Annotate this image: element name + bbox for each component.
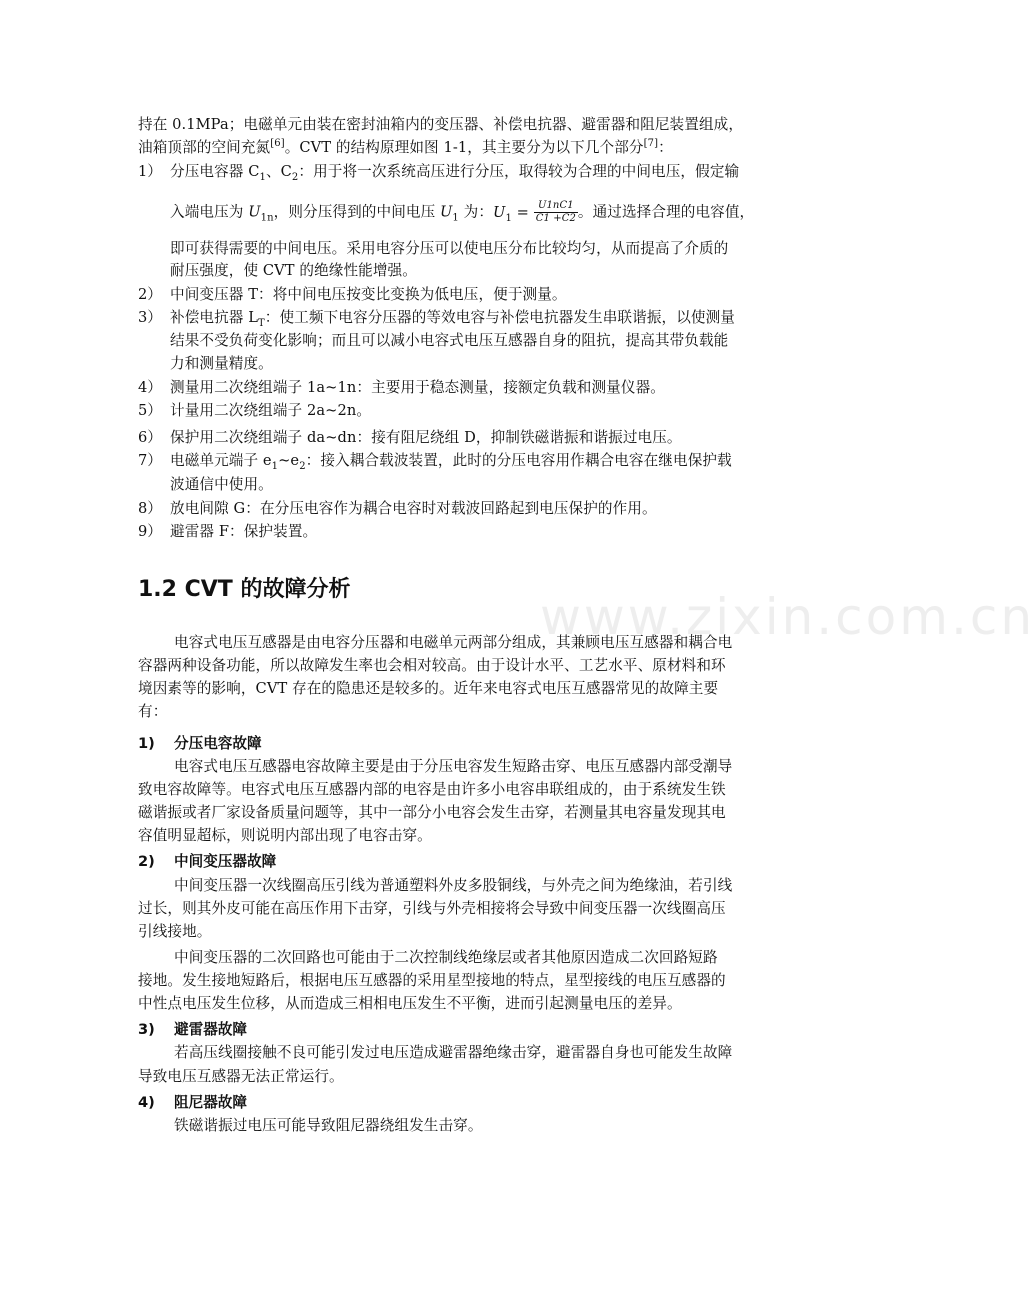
- paragraph-line: 容值明显超标，则说明内部出现了电容击穿。: [138, 827, 432, 844]
- list-item-text: 即可获得需要的中间电压。采用电容分压可以使电压分布比较均匀，从而提高了介质的: [170, 240, 729, 257]
- paragraph-line: 中间变压器的二次回路也可能由于二次控制线绝缘层或者其他原因造成二次回路短路: [174, 949, 718, 966]
- list-item-text: 力和测量精度。: [170, 355, 273, 372]
- list-item-text: 结果不受负荷变化影响；而且可以减小电容式电压互感器自身的阻抗，提高其带负载能: [170, 332, 729, 349]
- paragraph-line: 若高压线圈接触不良可能引发过电压造成避雷器绝缘击穿，避雷器自身也可能发生故障: [174, 1044, 733, 1061]
- list-item-number: 4）: [138, 379, 162, 396]
- subsection-title: 分压电容故障: [174, 735, 262, 752]
- paragraph-line: 引线接地。: [138, 923, 212, 940]
- list-item-number: 3）: [138, 309, 162, 326]
- list-item-number: 1）: [138, 163, 162, 180]
- list-item-number: 5）: [138, 402, 162, 419]
- list-item-number: 2）: [138, 286, 162, 303]
- paragraph-line: 导致电压互感器无法正常运行。: [138, 1068, 344, 1085]
- paragraph-line: 致电容故障等。电容式电压互感器内部的电容是由许多小电容串联组成的，由于系统发生铁: [138, 781, 726, 798]
- paragraph-line: 铁磁谐振过电压可能导致阻尼器绕组发生击穿。: [174, 1117, 483, 1134]
- paragraph-line: 电容式电压互感器电容故障主要是由于分压电容发生短路击穿、电压互感器内部受潮导: [174, 758, 733, 775]
- list-item-text: 放电间隙 G：在分压电容作为耦合电容时对载波回路起到电压保护的作用。: [170, 500, 657, 517]
- paragraph-line: 过长，则其外皮可能在高压作用下击穿，引线与外壳相接将会导致中间变压器一次线圈高压: [138, 900, 726, 917]
- list-item-number: 7）: [138, 452, 162, 469]
- list-item-text: 计量用二次绕组端子 2a~2n。: [170, 402, 372, 419]
- paragraph-line: 境因素等的影响，CVT 存在的隐患还是较多的。近年来电容式电压互感器常见的故障主要: [138, 680, 719, 697]
- list-item-text: 电磁单元端子 $e_1\sim e_2$：接入耦合载波装置，此时的分压电容用作耦合电容在继电保护载: [170, 452, 732, 472]
- list-item-text: 中间变压器 T：将中间电压按变比变换为低电压，便于测量。: [170, 286, 567, 303]
- list-item-text: 入端电压为 $U_{1n}$，则分压得到的中间电压 $U_1$ 为：$U_1$ = $\frac{U1nC1}{C1 +C2}$ 。通过选择合理的电容值，: [170, 200, 755, 224]
- paragraph-line: 中性点电压发生位移，从而造成三相相电压发生不平衡，进而引起测量电压的差异。: [138, 995, 682, 1012]
- intro-line-2: 油箱顶部的空间充氮[6]。CVT 的结构原理如图 1-1，其主要分为以下几个部分[7]：: [138, 138, 673, 156]
- list-item-text: 耐压强度，使 CVT 的绝缘性能增强。: [170, 262, 417, 279]
- subsection-title: 阻尼器故障: [174, 1094, 247, 1111]
- paragraph-line: 接地。发生接地短路后，根据电压互感器的采用星型接地的特点，星型接线的电压互感器的: [138, 972, 726, 989]
- list-item-number: 8）: [138, 500, 162, 517]
- list-item-text: 波通信中使用。: [170, 476, 273, 493]
- section-heading: 1.2 CVT 的故障分析: [138, 577, 351, 602]
- paragraph-line: 有：: [138, 703, 168, 720]
- list-item-text: 测量用二次绕组端子 1a~1n：主要用于稳态测量，接额定负载和测量仪器。: [170, 379, 665, 396]
- subsection-number: 4): [138, 1094, 155, 1111]
- subsection-title: 中间变压器故障: [174, 853, 277, 870]
- list-item-number: 9）: [138, 523, 162, 540]
- subsection-title: 避雷器故障: [174, 1021, 247, 1038]
- list-item-text: 保护用二次绕组端子 da~dn：接有阻尼绕组 D，抑制铁磁谐振和谐振过电压。: [170, 429, 682, 446]
- intro-line-1: 持在 0.1MPa；电磁单元由装在密封油箱内的变压器、补偿电抗器、避雷器和阻尼装置组成，: [138, 116, 744, 133]
- voltage-divider-formula: $U_1$ = $\frac{U1nC1}{C1 +C2}$: [493, 200, 576, 224]
- list-item-number: 6）: [138, 429, 162, 446]
- paragraph-line: 磁谐振或者厂家设备质量问题等，其中一部分小电容会发生击穿，若测量其电容量发现其电: [138, 804, 726, 821]
- list-item-text: 避雷器 F：保护装置。: [170, 523, 318, 540]
- list-item-text: 分压电容器 $C_1$、$C_2$：用于将一次系统高压进行分压，取得较为合理的中间电压，假定输: [170, 163, 740, 183]
- subsection-number: 2): [138, 853, 155, 870]
- paragraph-line: 容器两种设备功能，所以故障发生率也会相对较高。由于设计水平、工艺水平、原材料和环: [138, 657, 726, 674]
- paragraph-line: 电容式电压互感器是由电容分压器和电磁单元两部分组成，其兼顾电压互感器和耦合电: [174, 634, 733, 651]
- subsection-number: 1): [138, 735, 155, 752]
- paragraph-line: 中间变压器一次线圈高压引线为普通塑料外皮多股铜线，与外壳之间为绝缘油，若引线: [174, 877, 733, 894]
- list-item-text: 补偿电抗器 $L_T$：使工频下电容分压器的等效电容与补偿电抗器发生串联谐振，以使测量: [170, 309, 735, 329]
- subsection-number: 3): [138, 1021, 155, 1038]
- watermark: www.zixin.com.cn: [540, 588, 1035, 646]
